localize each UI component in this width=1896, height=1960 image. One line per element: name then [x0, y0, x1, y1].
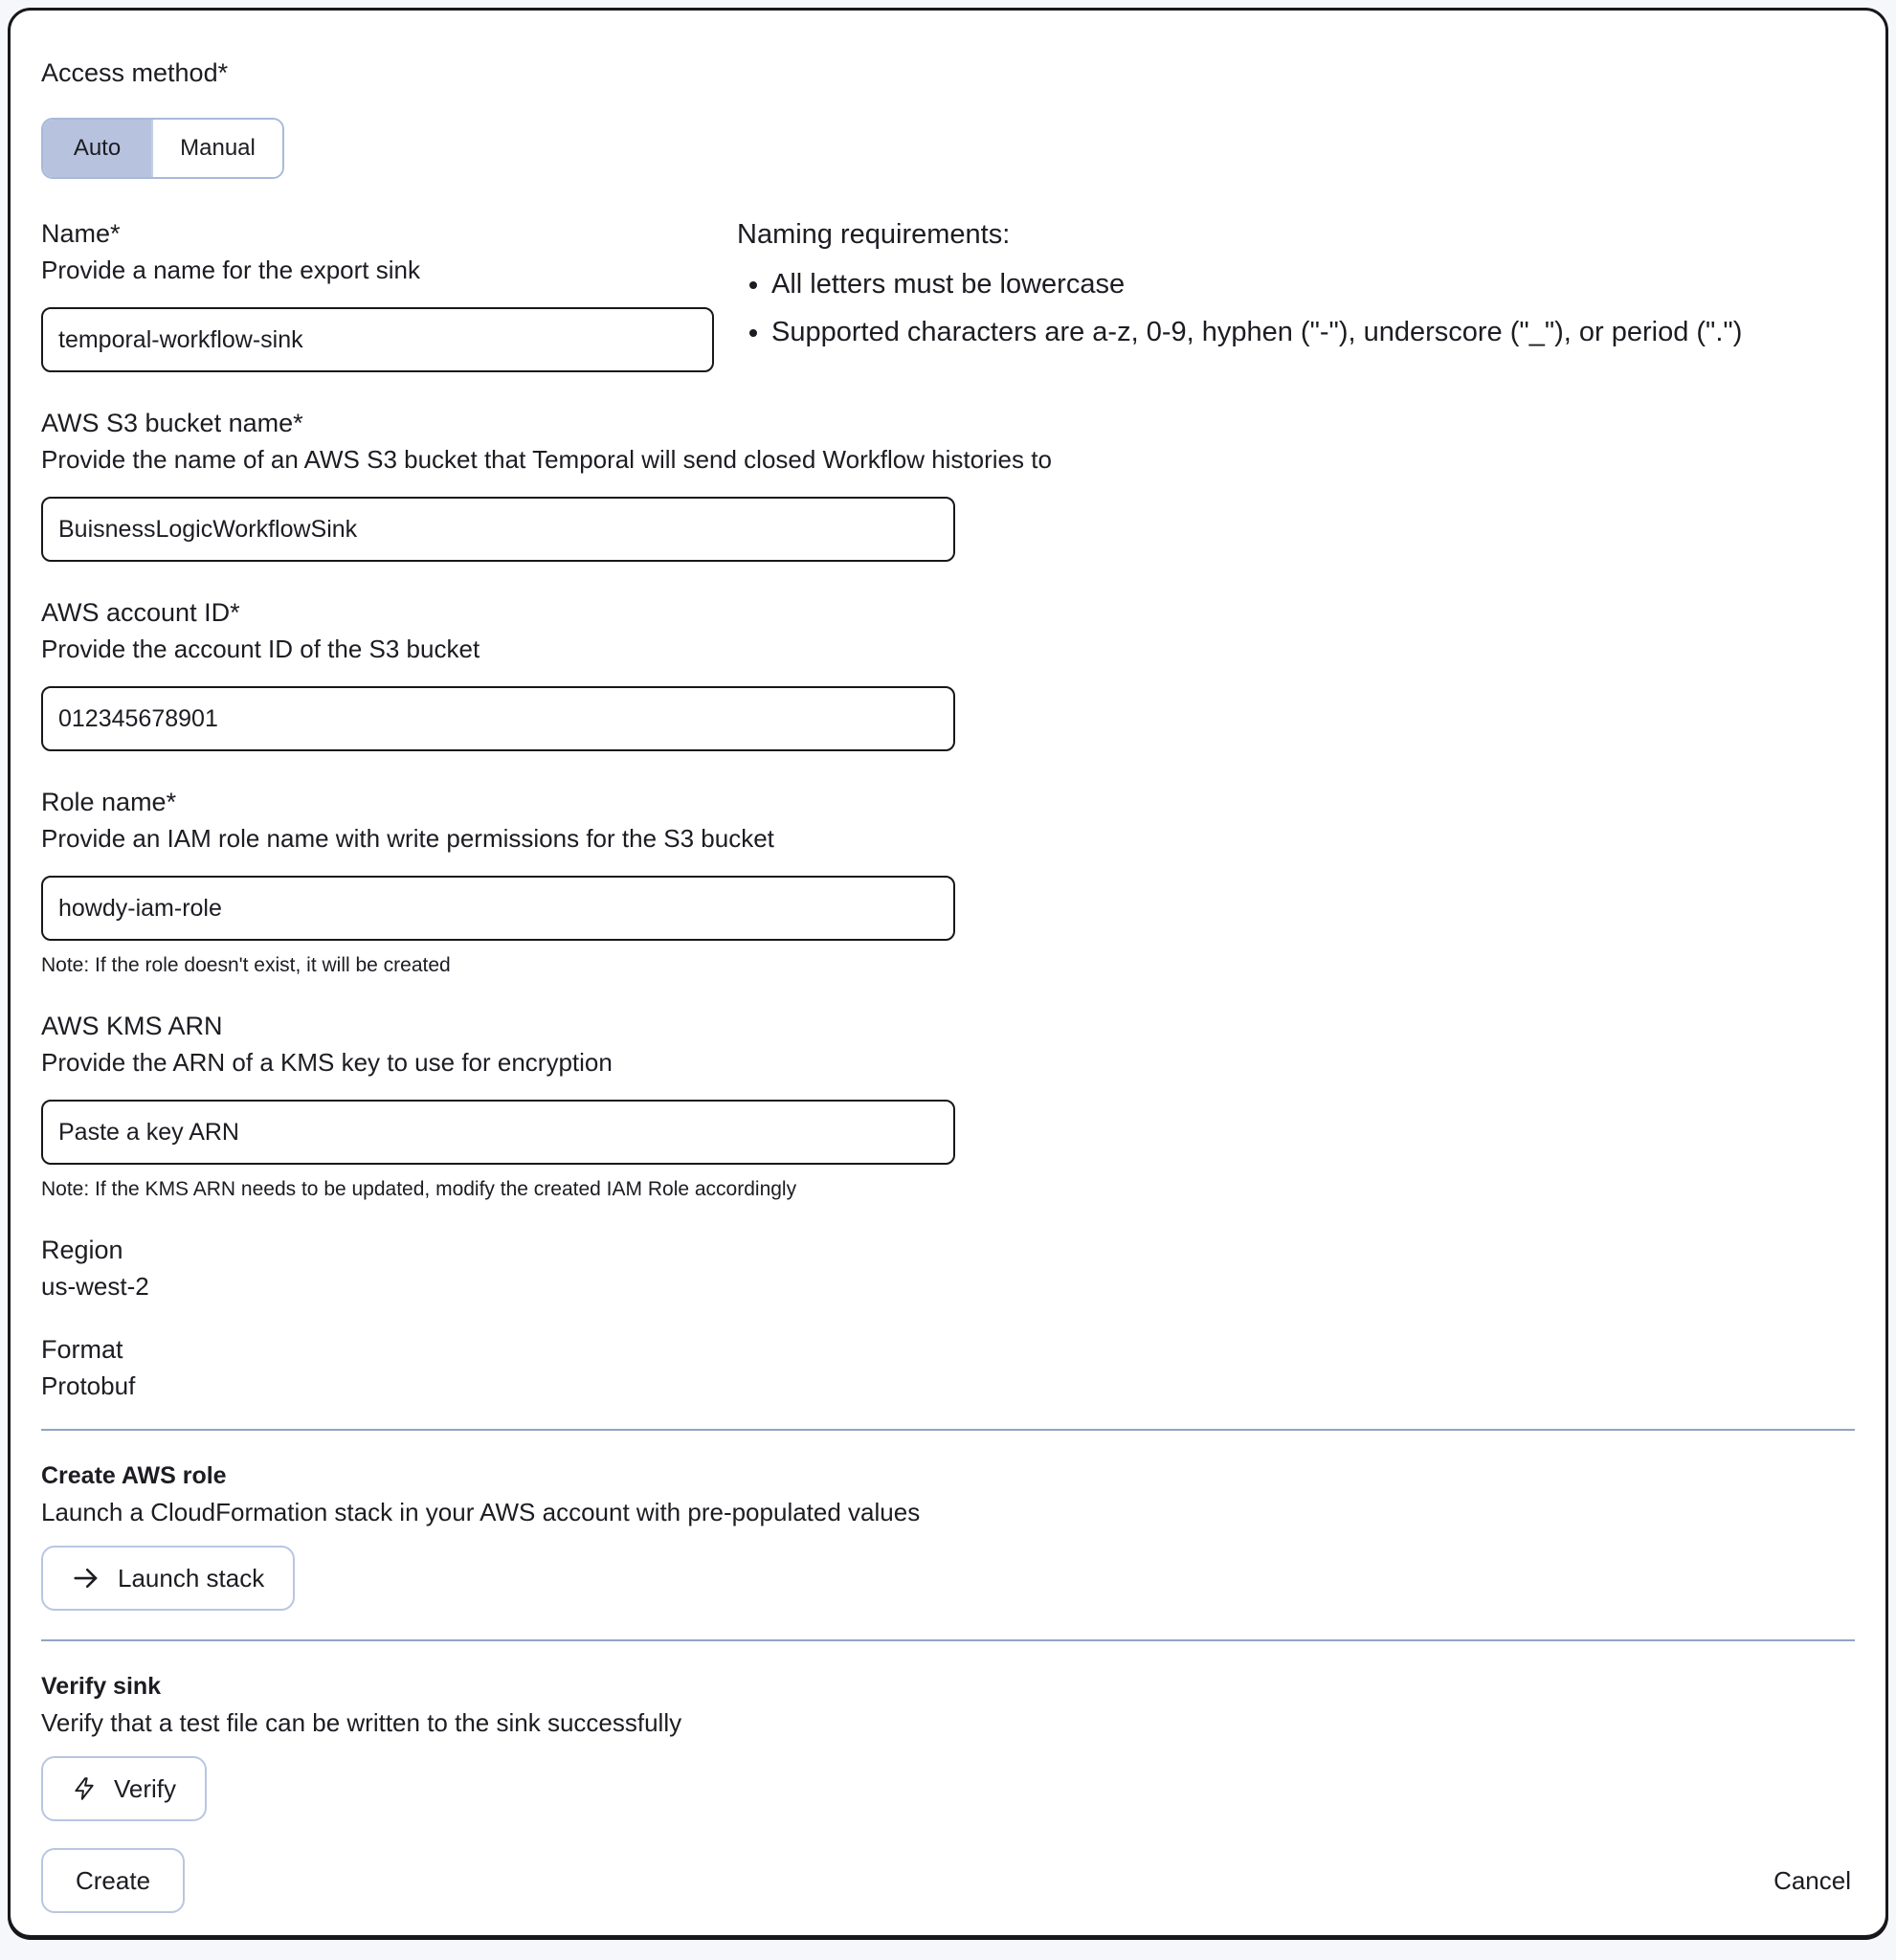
access-method-toggle: [41, 118, 284, 179]
create-role-title: Create AWS role: [41, 1462, 227, 1489]
export-sink-form-card: [8, 8, 1888, 1938]
region-value: us-west-2: [41, 1272, 149, 1301]
verify-sink-description: Verify that a test file can be written to the sink successfully: [41, 1708, 682, 1737]
name-and-requirements-row: [41, 215, 1855, 372]
divider: [41, 1639, 1855, 1641]
access-method-label: Access method*: [41, 58, 229, 87]
name-input[interactable]: [41, 307, 714, 372]
naming-requirements-title: Naming requirements:: [737, 219, 1011, 250]
account-id-label: AWS account ID*: [41, 598, 240, 627]
verify-sink-title: Verify sink: [41, 1673, 162, 1700]
bucket-input[interactable]: [41, 497, 955, 562]
form-footer: [41, 1848, 1855, 1913]
kms-arn-label: AWS KMS ARN: [41, 1012, 223, 1040]
launch-stack-button-label: Launch stack: [118, 1563, 265, 1592]
divider: [41, 1429, 1855, 1431]
account-id-input[interactable]: [41, 686, 955, 751]
role-name-description: Provide an IAM role name with write permissions for the S3 bucket: [41, 824, 774, 853]
format-value: Protobuf: [41, 1371, 136, 1400]
account-id-description: Provide the account ID of the S3 bucket: [41, 635, 480, 663]
naming-requirements: [737, 215, 1771, 372]
bucket-description: Provide the name of an AWS S3 bucket that Temporal will send closed Workflow histories to: [41, 445, 1052, 474]
bucket-label: AWS S3 bucket name*: [41, 409, 303, 437]
name-field-group: [41, 215, 714, 372]
lightning-bolt-icon: [72, 1774, 97, 1803]
cancel-button[interactable]: Cancel: [1773, 1865, 1851, 1895]
kms-arn-note: Note: If the KMS ARN needs to be updated, modify the created IAM Role accordingly: [41, 1178, 797, 1200]
name-label: Name*: [41, 219, 121, 248]
verify-button-label: Verify: [114, 1773, 177, 1803]
arrow-right-icon: [72, 1564, 100, 1592]
create-button-label: Create: [76, 1865, 151, 1895]
format-label: Format: [41, 1335, 123, 1364]
region-label: Region: [41, 1236, 123, 1264]
access-method-option-auto[interactable]: Auto: [43, 120, 151, 177]
role-name-label: Role name*: [41, 788, 177, 816]
create-button[interactable]: [41, 1848, 185, 1913]
launch-stack-button[interactable]: [41, 1546, 295, 1611]
naming-requirement-item: • All letters must be lowercase: [771, 263, 1771, 305]
naming-requirements-list: [737, 263, 1771, 353]
name-description: Provide a name for the export sink: [41, 256, 420, 284]
create-role-description: Launch a CloudFormation stack in your AWS account with pre-populated values: [41, 1498, 921, 1526]
naming-requirement-item: • Supported characters are a-z, 0-9, hyphen ("-"), underscore ("_"), or period ("."): [771, 311, 1771, 353]
role-name-note: Note: If the role doesn't exist, it will be created: [41, 954, 451, 976]
kms-arn-input[interactable]: [41, 1100, 955, 1165]
verify-button[interactable]: [41, 1756, 207, 1821]
kms-arn-description: Provide the ARN of a KMS key to use for encryption: [41, 1048, 613, 1077]
role-name-input[interactable]: [41, 876, 955, 941]
access-method-option-manual[interactable]: Manual: [151, 120, 282, 177]
